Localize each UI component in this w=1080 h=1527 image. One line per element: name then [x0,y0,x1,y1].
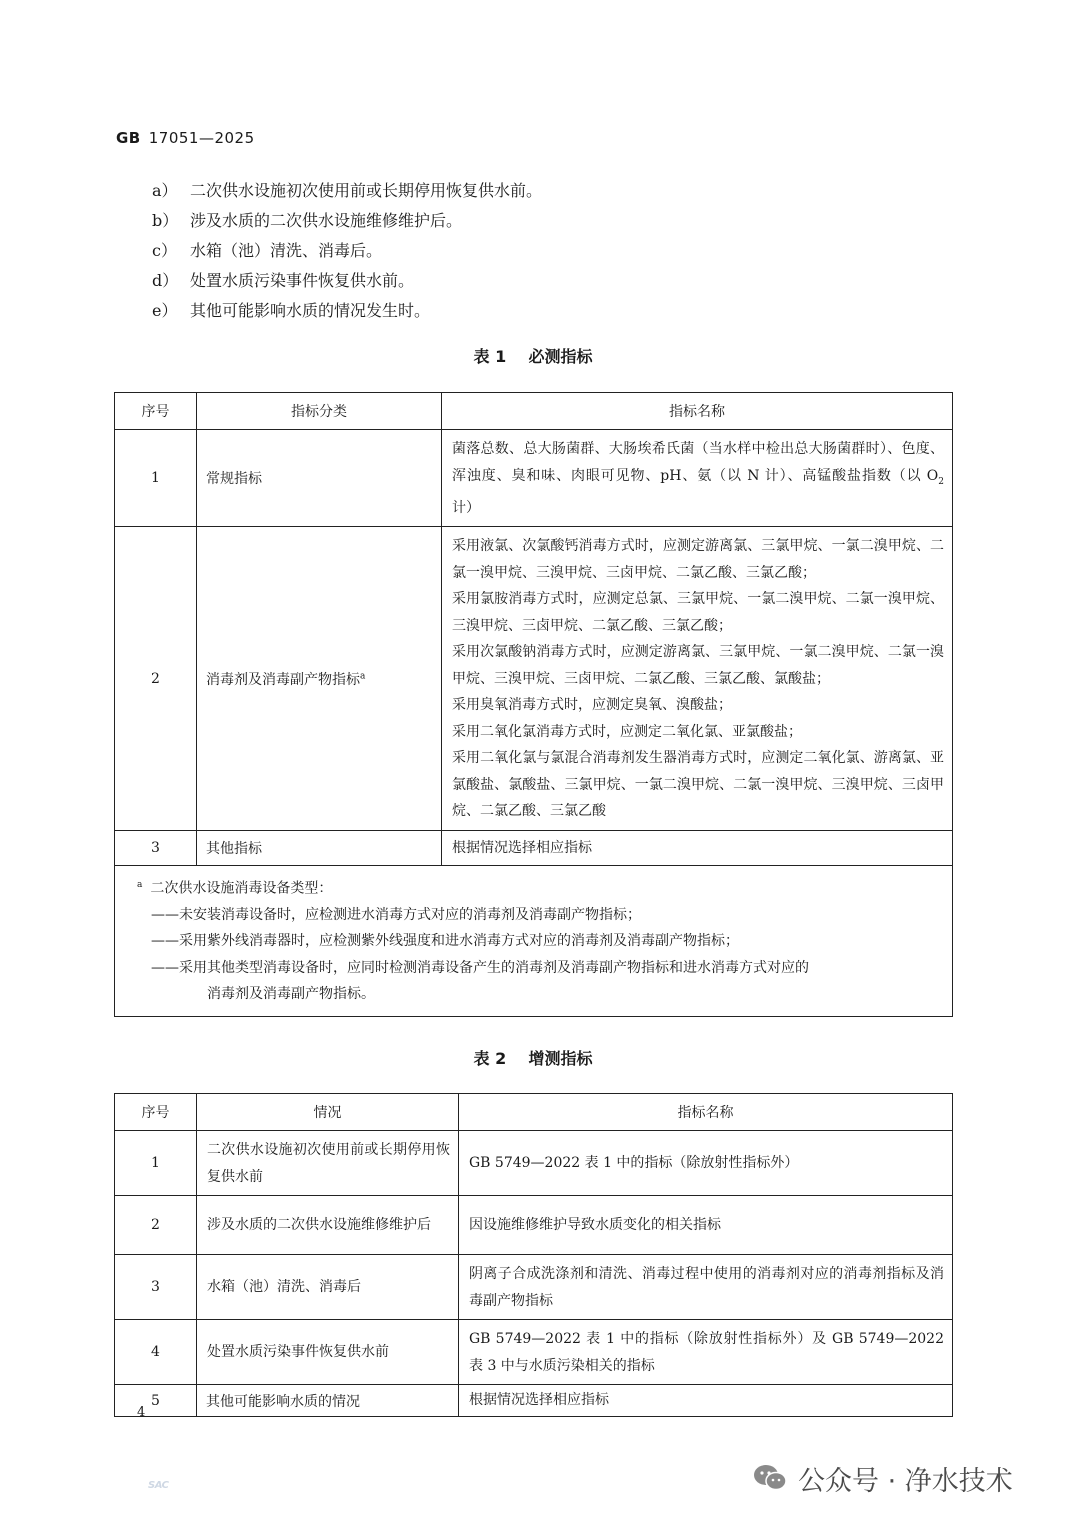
list-item-text: 涉及水质的二次供水设施维修维护后。 [190,211,463,230]
row-names: 阴离子合成洗涤剂和清洗、消毒过程中使用的消毒剂对应的消毒剂指标及消毒副产物指标 [459,1255,953,1320]
row-situation: 处置水质污染事件恢复供水前 [197,1320,459,1385]
names-line: 采用氯胺消毒方式时，应测定总氯、三氯甲烷、一氯二溴甲烷、二氯一溴甲烷、三溴甲烷、三卤甲烷、二氯乙酸、三氯乙酸； [452,591,944,634]
names-text-end: 计） [452,499,480,516]
row-number: 1 [115,430,197,527]
list-item-key: e） [152,301,178,320]
row-names: GB 5749—2022 表 1 中的指标（除放射性指标外） [459,1131,953,1196]
table-row [115,527,953,831]
table-row [115,430,953,527]
list-item [152,176,542,206]
row-number: 2 [115,1196,197,1255]
table-row [115,1255,953,1320]
table-row [115,1131,953,1196]
row-names: 因设施维修维护导致水质变化的相关指标 [459,1196,953,1255]
row-number: 3 [115,830,197,865]
watermark-text: 公众号 · 净水技术 [798,1465,1013,1497]
standard-code: GB [116,129,141,147]
list-item-text: 处置水质污染事件恢复供水前。 [190,271,415,290]
condition-list [152,176,542,326]
table-row [115,1385,953,1417]
page-number: 4 [137,1405,146,1420]
row-category: 常规指标 [197,430,442,527]
row-names: GB 5749—2022 表 1 中的指标（除放射性指标外）及 GB 5749—2022 表 3 中与水质污染相关的指标 [459,1320,953,1385]
header-cell-category: 指标分类 [197,393,442,430]
wechat-icon [752,1463,788,1493]
row-number: 2 [115,527,197,831]
row-situation: 二次供水设施初次使用前或长期停用恢复供水前 [197,1131,459,1196]
names-line: 采用液氯、次氯酸钙消毒方式时，应测定游离氯、三氯甲烷、一氯二溴甲烷、二氯一溴甲烷、三溴甲烷、三卤甲烷、二氯乙酸、三氯乙酸； [452,538,944,581]
header-cell-situation: 情况 [197,1094,459,1131]
header-cell-num: 序号 [115,393,197,430]
list-item-key: b） [152,211,179,230]
sac-logo: SAC [148,1479,169,1491]
table2 [114,1093,953,1417]
row-names: 根据情况选择相应指标 [442,830,953,865]
note-line: 消毒剂及消毒副产物指标。 [207,986,375,1003]
footnote-marker: a [137,879,143,890]
table-row [115,830,953,865]
list-item-key: c） [152,241,177,260]
subscript: 2 [938,476,944,487]
names-line: 采用二氧化氯与氯混合消毒剂发生器消毒方式时，应测定二氧化氯、游离氯、亚氯酸盐、氯酸盐、三氯甲烷、一氯二溴甲烷、二氯一溴甲烷、三溴甲烷、三卤甲烷、二氯乙酸、三氯乙酸 [452,750,944,820]
list-item-text: 二次供水设施初次使用前或长期停用恢复供水前。 [190,181,543,200]
category-text: 消毒剂及消毒副产物指标 [206,671,360,688]
names-line: 采用臭氧消毒方式时，应测定臭氧、溴酸盐； [452,697,732,714]
note-line: ——采用紫外线消毒器时，应检测紫外线强度和进水消毒方式对应的消毒剂及消毒副产物指标； [151,933,739,950]
names-line: 采用二氧化氯消毒方式时，应测定二氧化氯、亚氯酸盐； [452,723,802,740]
table1-caption: 表 1 必测指标 [473,347,593,366]
names-text: 菌落总数、总大肠菌群、大肠埃希氏菌（当水样中检出总大肠菌群时）、色度、浑浊度、臭和味、肉眼可见物、pH、氨（以 N 计）、高锰酸盐指数（以 O [452,441,944,484]
row-names [442,430,953,527]
names-line: 采用次氯酸钠消毒方式时，应测定游离氯、三氯甲烷、一氯二溴甲烷、二氯一溴甲烷、三溴甲烷、三卤甲烷、二氯乙酸、三氯乙酸、氯酸盐； [452,644,944,687]
table-header-row [115,393,953,430]
row-situation: 水箱（池）清洗、消毒后 [197,1255,459,1320]
header-cell-num: 序号 [115,1094,197,1131]
row-number: 5 [115,1385,197,1417]
list-item-text: 水箱（池）清洗、消毒后。 [190,241,383,260]
row-number: 4 [115,1320,197,1385]
table-note [115,865,953,1016]
list-item-key: d） [152,271,179,290]
list-item [152,236,542,266]
table2-caption: 表 2 增测指标 [473,1049,593,1068]
row-number: 3 [115,1255,197,1320]
watermark [752,1460,1013,1496]
table1 [114,392,953,1017]
list-item-text: 其他可能影响水质的情况发生时。 [190,301,431,320]
list-item [152,206,542,236]
row-names: 根据情况选择相应指标 [459,1385,953,1417]
header-cell-names: 指标名称 [442,393,953,430]
row-number: 1 [115,1131,197,1196]
row-category: 其他指标 [197,830,442,865]
note-line: ——未安装消毒设备时，应检测进水消毒方式对应的消毒剂及消毒副产物指标； [151,906,641,923]
list-item [152,296,542,326]
note-title: $^a$ 二次供水设施消毒设备类型： [137,879,333,897]
list-item [152,266,542,296]
table-row [115,1320,953,1385]
row-category [197,527,442,831]
row-situation: 其他可能影响水质的情况 [197,1385,459,1417]
row-names [442,527,953,831]
list-item-key: a） [152,181,178,200]
footnote-marker: a [360,670,366,681]
note-line: ——采用其他类型消毒设备时，应同时检测消毒设备产生的消毒剂及消毒副产物指标和进水消毒方式对应的 [151,959,809,976]
header-cell-names: 指标名称 [459,1094,953,1131]
document-header [116,129,255,147]
table-header-row [115,1094,953,1131]
table-row [115,1196,953,1255]
standard-number: 17051—2025 [148,129,255,147]
row-situation: 涉及水质的二次供水设施维修维护后 [197,1196,459,1255]
table-note-row [115,865,953,1016]
